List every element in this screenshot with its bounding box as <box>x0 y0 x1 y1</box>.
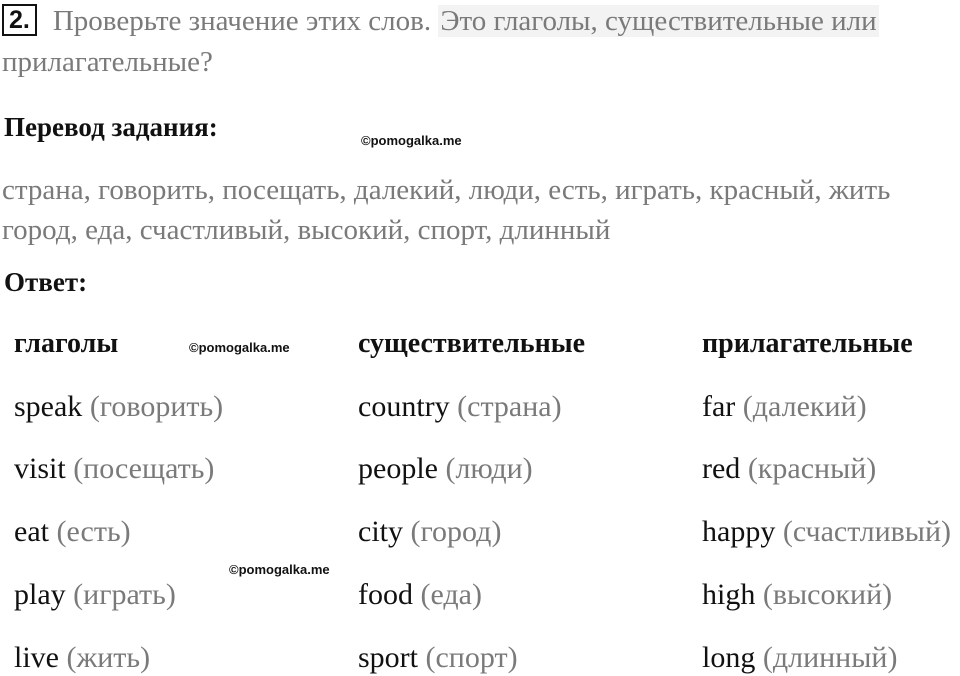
word-english: happy <box>702 515 776 548</box>
word-english: people <box>358 452 438 485</box>
column-header-nouns: существительные <box>358 328 586 359</box>
list-item <box>14 640 150 676</box>
list-item <box>358 577 482 613</box>
word-english: speak <box>14 390 83 423</box>
word-russian: (еда) <box>420 578 482 611</box>
task-number-badge: 2. <box>2 4 37 36</box>
column-header-verbs: глаголы <box>14 328 119 359</box>
word-english: sport <box>358 641 418 674</box>
column-header-adjectives: прилагательные <box>702 328 913 359</box>
task-text-part1: Проверьте значение этих слов. <box>52 5 432 37</box>
list-item <box>14 577 176 613</box>
list-item <box>702 640 897 676</box>
word-english: play <box>14 578 66 611</box>
list-item <box>358 514 501 550</box>
word-russian: (город) <box>410 515 502 548</box>
word-russian: (люди) <box>445 452 533 485</box>
task-statement-line2: прилагательные? <box>2 46 213 78</box>
task-statement <box>2 3 879 39</box>
word-english: visit <box>14 452 66 485</box>
list-item <box>358 451 533 487</box>
translation-line-2: город, еда, счастливый, высокий, спорт, длинный <box>2 214 611 246</box>
word-english: food <box>358 578 413 611</box>
list-item <box>702 514 951 550</box>
watermark: ©pomogalka.me <box>189 340 290 355</box>
word-english: far <box>702 390 736 423</box>
list-item <box>702 389 867 425</box>
word-russian: (говорить) <box>89 390 224 423</box>
list-item <box>14 389 223 425</box>
word-russian: (посещать) <box>73 452 215 485</box>
word-russian: (страна) <box>457 390 562 423</box>
word-english: eat <box>14 515 49 548</box>
list-item <box>702 451 876 487</box>
word-russian: (длинный) <box>762 641 898 674</box>
word-russian: (играть) <box>73 578 176 611</box>
watermark: ©pomogalka.me <box>361 133 462 148</box>
word-russian: (высокий) <box>762 578 893 611</box>
word-russian: (жить) <box>66 641 151 674</box>
answer-heading: Ответ: <box>4 267 88 297</box>
word-russian: (далекий) <box>742 390 867 423</box>
word-english: red <box>702 452 741 485</box>
word-russian: (красный) <box>747 452 877 485</box>
translation-heading: Перевод задания: <box>4 112 218 142</box>
translation-line-1: страна, говорить, посещать, далекий, люди, есть, играть, красный, жить <box>2 174 891 206</box>
word-english: country <box>358 390 450 423</box>
list-item <box>358 389 562 425</box>
watermark: ©pomogalka.me <box>229 562 330 577</box>
word-russian: (есть) <box>56 515 131 548</box>
list-item <box>14 451 214 487</box>
word-russian: (счастливый) <box>782 515 952 548</box>
word-english: live <box>14 641 59 674</box>
word-english: long <box>702 641 756 674</box>
word-russian: (спорт) <box>425 641 518 674</box>
list-item <box>14 514 131 550</box>
word-english: high <box>702 578 756 611</box>
word-english: city <box>358 515 403 548</box>
task-text-part2: Это глаголы, существительные или <box>440 5 877 37</box>
list-item <box>702 577 892 613</box>
list-item <box>358 640 518 676</box>
